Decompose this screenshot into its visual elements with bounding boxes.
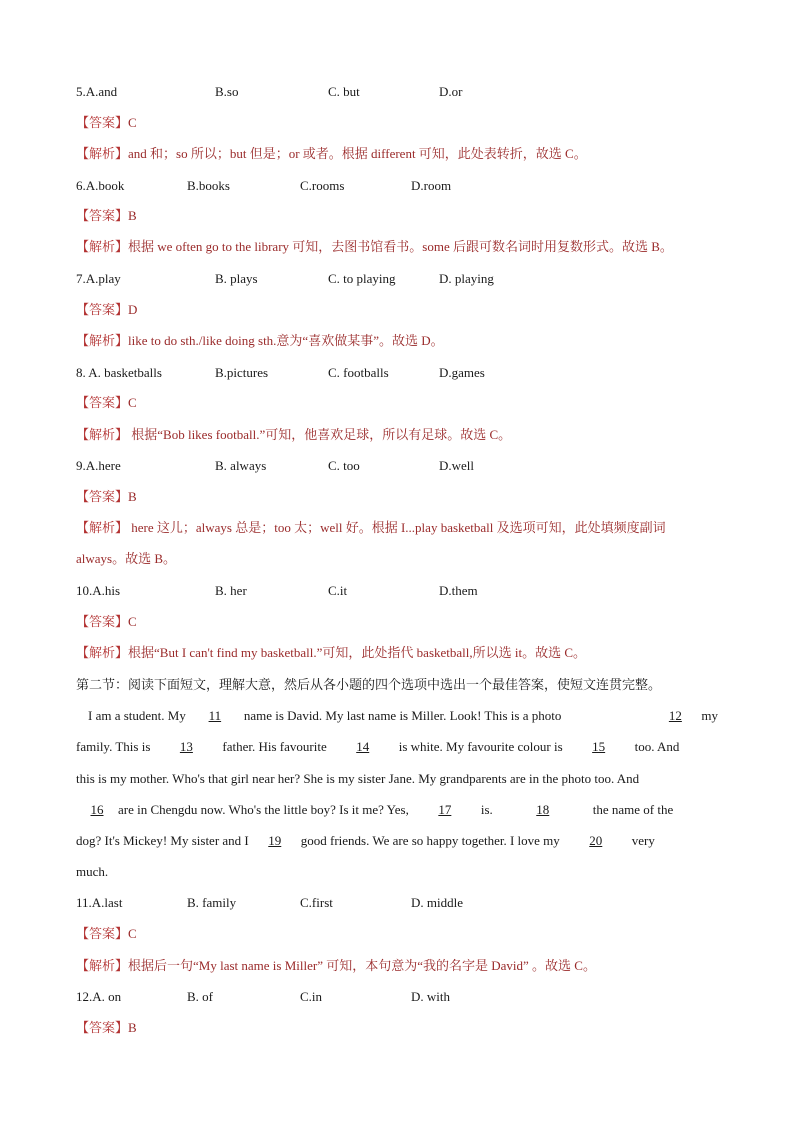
blank-19: 19 (268, 833, 282, 848)
option-c: C. too (328, 458, 360, 473)
answer-5 (76, 114, 137, 132)
explanation-tag: 【解析】 (76, 333, 129, 348)
answer-tag: 【答案】 (76, 1020, 129, 1035)
option-d: D.room (411, 178, 452, 193)
option-c: C. footballs (328, 365, 389, 380)
option-c: C.in (300, 989, 323, 1004)
explanation-5 (76, 145, 587, 163)
passage-text: father. His favourite (222, 739, 327, 754)
explanation-text: 根据“But I can't find my basketball.”可知，此处指代 basketball,所以选 it。故选 C。 (128, 645, 587, 660)
passage-text: is white. My favourite colour is (398, 739, 563, 754)
blank-20: 20 (589, 833, 603, 848)
answer-9 (76, 488, 137, 506)
section-heading: 第二节：阅读下面短文，理解大意，然后从各小题的四个选项中选出一个最佳答案，使短文连贯完整。 (76, 677, 662, 692)
option-c: C.rooms (300, 178, 345, 193)
explanation-text: always。故选 B。 (76, 551, 177, 566)
explanation-10 (76, 644, 586, 662)
passage-text: good friends. We are so happy together. I love my (300, 833, 560, 848)
option-d: D.games (439, 365, 485, 380)
option-d: D.or (439, 84, 463, 99)
explanation-6 (76, 238, 673, 256)
explanation-8 (76, 426, 511, 444)
explanation-text: like to do sth./like doing sth.意为“喜欢做某事”。故选 D。 (128, 333, 444, 348)
explanation-text: 根据后一句“My last name is Miller” 可知，本句意为“我的名字是 David” 。故选 C。 (128, 958, 596, 973)
answer-11 (76, 925, 137, 943)
answer-value: B (128, 208, 137, 223)
option-b: B. plays (215, 271, 258, 286)
passage-line-3: this is my mother. Who's that girl near her? She is my sister Jane. My grandparents are in the photo too. And (76, 771, 640, 786)
option-b: B. family (187, 895, 237, 910)
explanation-tag: 【解析】 (76, 239, 129, 254)
explanation-7 (76, 332, 444, 350)
passage-line-5 (76, 832, 718, 850)
blank-17: 17 (438, 802, 452, 817)
option-d: D. middle (411, 895, 463, 910)
passage-line-2 (76, 738, 718, 756)
passage-text: my (701, 708, 718, 723)
passage-line-4 (76, 801, 718, 819)
option-b: B. her (215, 583, 247, 598)
explanation-text: and 和；so 所以；but 但是；or 或者。根据 different 可知，此处表转折，故选 C。 (128, 146, 587, 161)
option-c: C. but (328, 84, 360, 99)
answer-value: C (128, 614, 137, 629)
option-b: B.so (215, 84, 239, 99)
option-d: D.well (439, 458, 475, 473)
explanation-tag: 【解析】 (76, 520, 129, 535)
answer-6 (76, 207, 137, 225)
answer-tag: 【答案】 (76, 395, 129, 410)
answer-value: B (128, 1020, 137, 1035)
option-a: 10.A.his (76, 583, 121, 598)
passage-text: dog? It's Mickey! My sister and I (76, 833, 249, 848)
answer-10 (76, 613, 137, 631)
blank-18: 18 (536, 802, 550, 817)
explanation-text: 根据 we often go to the library 可知，去图书馆看书。some 后跟可数名词时用复数形式。故选 B。 (128, 239, 673, 254)
explanation-11 (76, 957, 596, 975)
option-b: B.pictures (215, 365, 269, 380)
option-b: B. always (215, 458, 267, 473)
option-b: B. of (187, 989, 213, 1004)
answer-tag: 【答案】 (76, 926, 129, 941)
option-c: C.it (328, 583, 348, 598)
explanation-text: here 这儿；always 总是；too 太；well 好。根据 I...play basketball 及选项可知，此处填频度副词 (128, 520, 666, 535)
passage-text: the name of the (592, 802, 674, 817)
answer-value: C (128, 395, 137, 410)
passage-text: family. This is (76, 739, 151, 754)
option-d: D. with (411, 989, 450, 1004)
passage-text: is. (480, 802, 493, 817)
blank-14: 14 (356, 739, 370, 754)
explanation-tag: 【解析】 (76, 146, 129, 161)
blank-16: 16 (90, 802, 104, 817)
explanation-9 (76, 519, 666, 537)
answer-value: C (128, 926, 137, 941)
passage-line-1 (76, 707, 718, 725)
explanation-tag: 【解析】 (76, 427, 129, 442)
answer-12 (76, 1019, 137, 1037)
blank-12: 12 (668, 708, 682, 723)
option-a: 12.A. on (76, 989, 122, 1004)
passage-text: I am a student. My (88, 708, 186, 723)
option-a: 7.A.play (76, 271, 121, 286)
explanation-tag: 【解析】 (76, 958, 129, 973)
explanation-tag: 【解析】 (76, 645, 129, 660)
blank-13: 13 (179, 739, 193, 754)
option-a: 9.A.here (76, 458, 121, 473)
passage-text: too. And (634, 739, 680, 754)
option-a: 5.A.and (76, 84, 118, 99)
passage-text: very (631, 833, 655, 848)
answer-8 (76, 394, 137, 412)
option-d: D. playing (439, 271, 494, 286)
option-a: 8. A. basketballs (76, 365, 162, 380)
explanation-text: 根据“Bob likes football.”可知，他喜欢足球，所以有足球。故选 C。 (128, 427, 512, 442)
answer-tag: 【答案】 (76, 489, 129, 504)
passage-text: are in Chengdu now. Who's the little boy? Is it me? Yes, (118, 802, 409, 817)
answer-tag: 【答案】 (76, 115, 129, 130)
passage-line-6: much. (76, 864, 109, 879)
answer-tag: 【答案】 (76, 208, 129, 223)
answer-value: B (128, 489, 137, 504)
answer-value: D (128, 302, 138, 317)
option-b: B.books (187, 178, 230, 193)
passage-text: name is David. My last name is Miller. Look! This is a photo (243, 708, 562, 723)
answer-tag: 【答案】 (76, 302, 129, 317)
option-c: C. to playing (328, 271, 396, 286)
explanation-9-cont (76, 550, 176, 568)
option-a: 6.A.book (76, 178, 125, 193)
answer-value: C (128, 115, 137, 130)
option-d: D.them (439, 583, 478, 598)
option-c: C.first (300, 895, 333, 910)
option-a: 11.A.last (76, 895, 123, 910)
blank-11: 11 (208, 708, 222, 723)
answer-7 (76, 301, 137, 319)
blank-15: 15 (592, 739, 606, 754)
answer-tag: 【答案】 (76, 614, 129, 629)
